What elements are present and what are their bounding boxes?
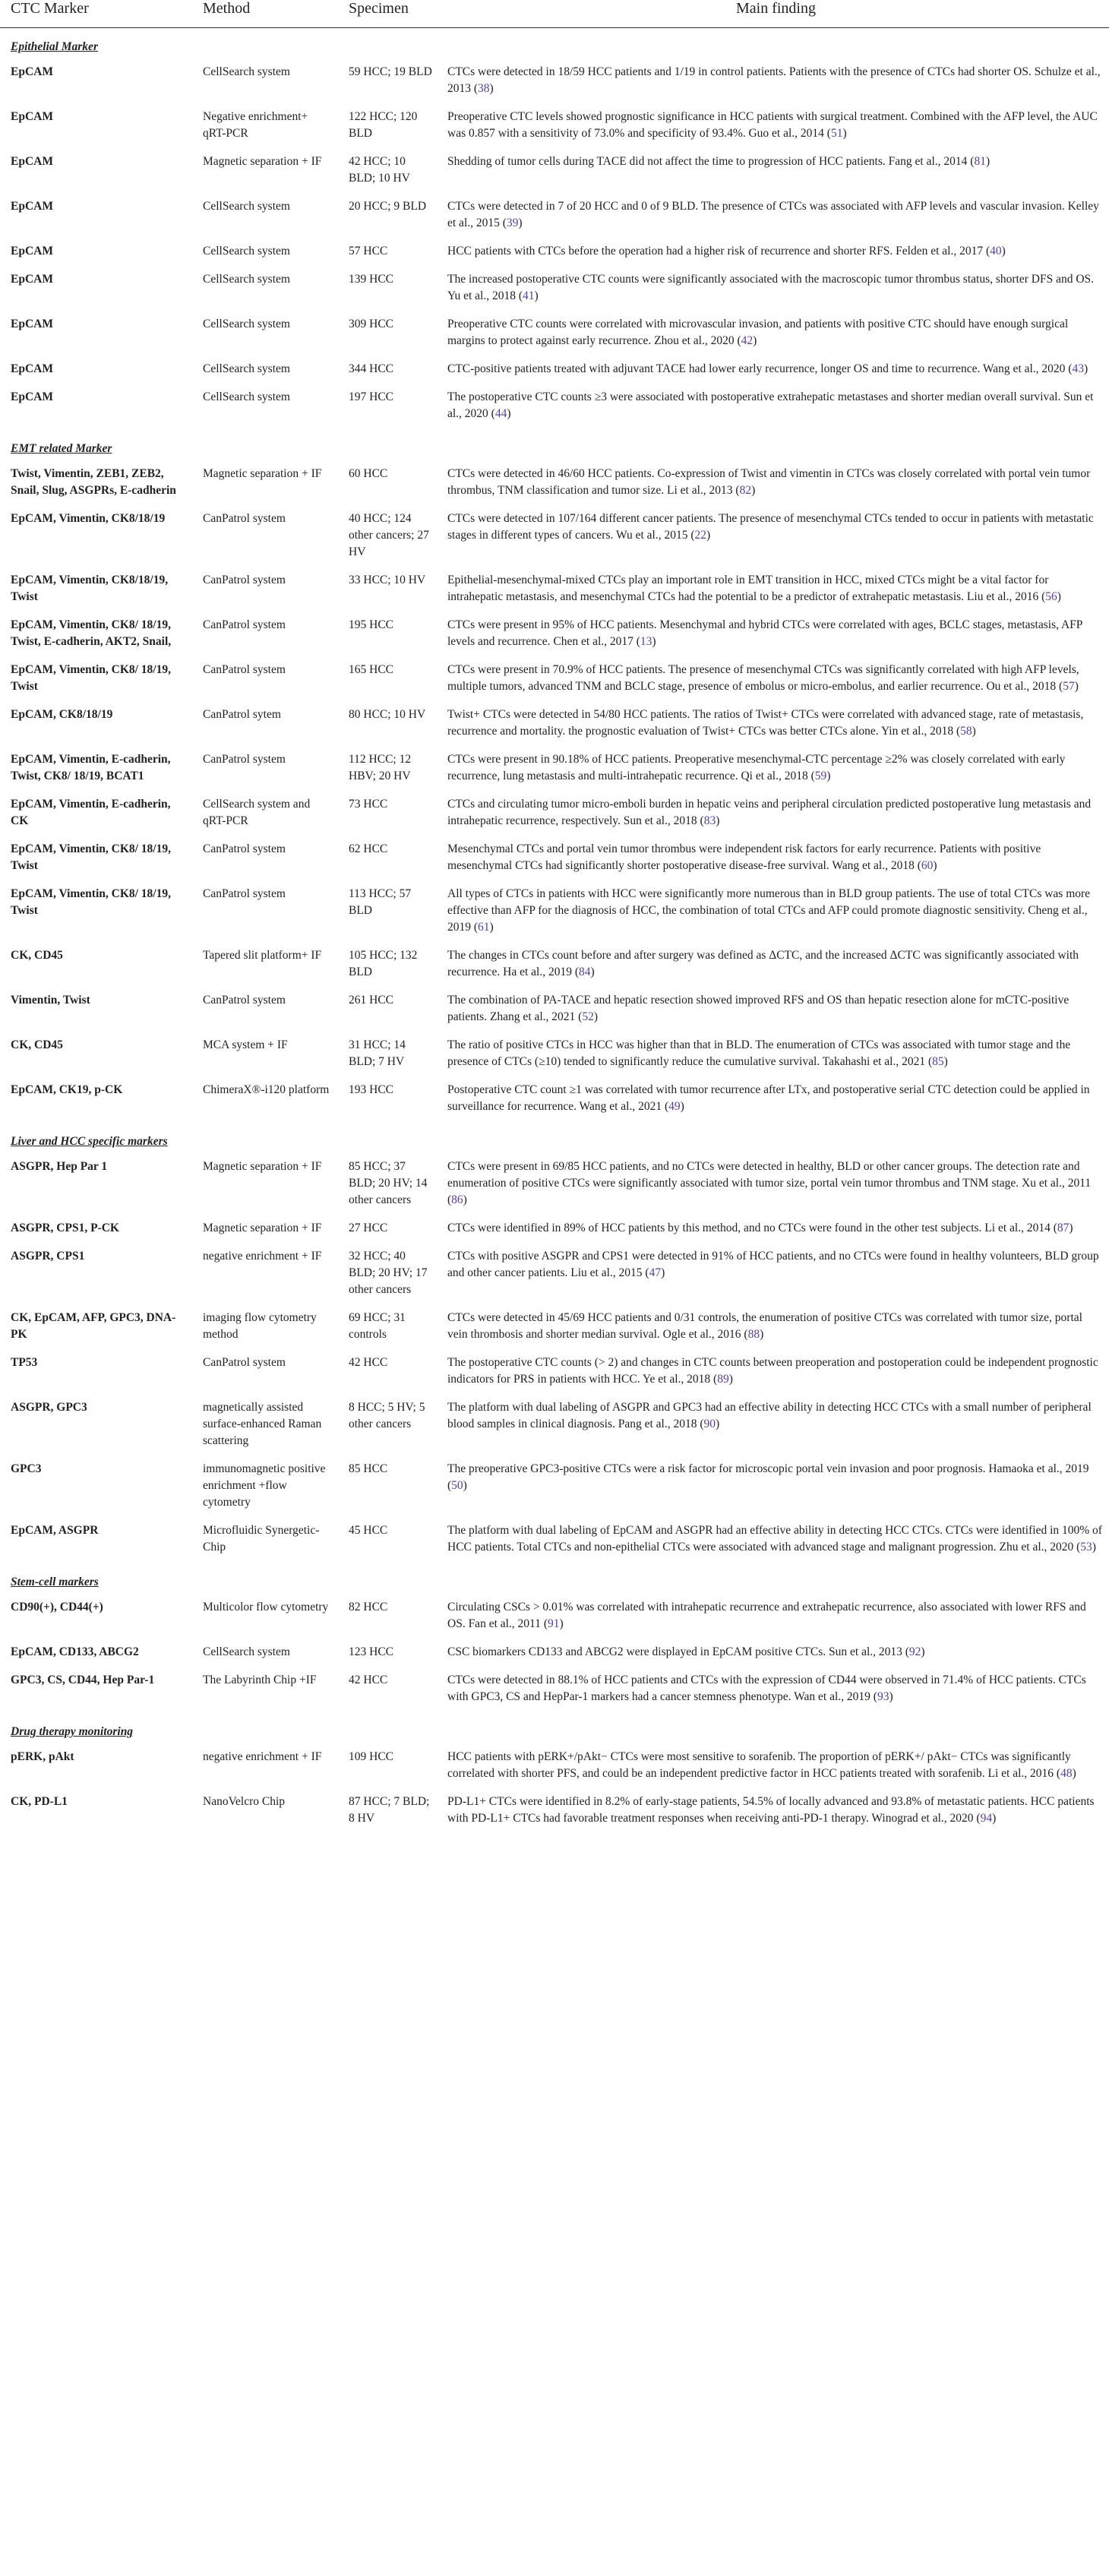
reference-link[interactable]: 94: [980, 1812, 993, 1825]
finding-text: CTCs were identified in 89% of HCC patients by this method, and no CTCs were found in the other test subjects. Li et al., 2014 (: [447, 1222, 1057, 1234]
finding-text: Preoperative CTC levels showed prognostic significance in HCC patients with surgical treatment. Combined with the AFP level, the AUC was 0.857 with a sensitivity of 73.0% and specificity of 93.4%. Guo et al., 2014 (: [447, 110, 1098, 140]
finding-text: CTCs were detected in 88.1% of HCC patients and CTCs with the expression of CD44 were observed in 71.4% of HCC patients. CTCs with GPC3, CS and HepPar-1 markers had a cancer stemness phenotype. Wan et al., 2019 (: [447, 1674, 1086, 1703]
marker-cell: GPC3, CS, CD44, Hep Par-1: [11, 1674, 155, 1686]
reference-link[interactable]: 58: [960, 725, 972, 738]
table-row: [0, 1216, 1109, 1244]
table-row: [0, 748, 1109, 792]
finding-cell: The ratio of positive CTCs in HCC was higher than that in BLD. The enumeration of CTCs was associated with tumor stage and the presence of CTCs (≥10) tended to significantly reduce the cumulative survival. Takahashi et al., 2021 (85): [447, 1038, 1071, 1068]
specimen-cell: 27 HCC: [349, 1222, 388, 1234]
finding-cell: Preoperative CTC levels showed prognostic significance in HCC patients with surgical treatment. Combined with the AFP level, the AUC was 0.857 with a sensitivity of 73.0% and specificity of 93.4%. Guo et al., 2014 (51): [447, 110, 1098, 140]
table-row: [0, 1457, 1109, 1519]
table-row: [0, 507, 1109, 568]
marker-cell: EpCAM, Vimentin, CK8/ 18/19, Twist: [11, 842, 171, 872]
table-row: [0, 1155, 1109, 1216]
finding-text: CTCs were detected in 46/60 HCC patients. Co-expression of Twist and vimentin in CTCs was closely correlated with portal vein tumor thrombus, TNM classification and tumor size. Li et al., 2013 (: [447, 467, 1091, 497]
marker-cell: CK, PD-L1: [11, 1795, 68, 1808]
finding-cell: Twist+ CTCs were detected in 54/80 HCC patients. The ratios of Twist+ CTCs were correlated with advanced stage, rate of metastasis, recurrence and mortality. the prognostic evaluation of Twist+ CTCs was better CTCs alone. Yin et al., 2018 (58): [447, 708, 1084, 738]
marker-cell: EpCAM: [11, 155, 53, 168]
marker-cell: EpCAM, Vimentin, CK8/18/19, Twist: [11, 574, 169, 603]
reference-link[interactable]: 93: [877, 1690, 889, 1703]
finding-cell: The postoperative CTC counts (> 2) and changes in CTC counts between preoperation and postoperation could be independent prognostic indicators for PRS in patients with HCC. Ye et al., 2018 (89): [447, 1356, 1098, 1386]
reference-link[interactable]: 89: [717, 1373, 729, 1386]
specimen-cell: 113 HCC; 57 BLD: [349, 887, 412, 917]
method-cell: Multicolor flow cytometry: [203, 1601, 329, 1614]
finding-text: CTCs were detected in 7 of 20 HCC and 0 of 9 BLD. The presence of CTCs was associated with AFP levels and vascular invasion. Kelley et al., 2015 (: [447, 200, 1099, 229]
table-row: [0, 150, 1109, 194]
specimen-cell: 20 HCC; 9 BLD: [349, 200, 427, 213]
marker-cell: CK, EpCAM, AFP, GPC3, DNA-PK: [11, 1311, 176, 1341]
method-cell: immunomagnetic positive enrichment +flow cytometry: [203, 1462, 326, 1509]
reference-link[interactable]: 87: [1057, 1222, 1070, 1234]
specimen-cell: 85 HCC: [349, 1462, 388, 1475]
reference-link[interactable]: 49: [668, 1100, 681, 1113]
method-cell: CellSearch system: [203, 362, 290, 375]
method-cell: CanPatrol sytem: [203, 708, 281, 721]
finding-text: Preoperative CTC counts were correlated with microvascular invasion, and patients with positive CTC should have enough surgical margins to protect against early recurrence. Zhou et al., 2020 (: [447, 318, 1069, 347]
finding-text: The postoperative CTC counts ≥3 were associated with postoperative extrahepatic metastases and shorter median overall survival. Sun et al., 2020 (: [447, 390, 1094, 420]
reference-link[interactable]: 50: [451, 1479, 463, 1492]
finding-cell: Shedding of tumor cells during TACE did not affect the time to progression of HCC patients. Fang et al., 2014 (81): [447, 155, 991, 168]
finding-text: CTCs and circulating tumor micro-emboli burden in hepatic veins and peripheral circulation predicted postoperative lung metastasis and intrahepatic recurrence, respectively. Sun et al., 2018 (: [447, 798, 1092, 827]
method-cell: MCA system + IF: [203, 1038, 288, 1051]
finding-cell: PD-L1+ CTCs were identified in 8.2% of early-stage patients, 54.5% of locally advanced and 93.8% of metastatic patients. HCC patients with PD-L1+ CTCs had favorable treatment responses when receiving anti-PD-1 therapy. Winograd et al., 2020 (94): [447, 1795, 1095, 1825]
finding-cell: CTCs were detected in 46/60 HCC patients. Co-expression of Twist and vimentin in CTCs was closely correlated with portal vein tumor thrombus, TNM classification and tumor size. Li et al., 2013 (82): [447, 467, 1091, 497]
finding-cell: The platform with dual labeling of ASGPR and GPC3 had an effective ability in detecting HCC CTCs with a small number of peripheral blood samples in clinical diagnosis. Pang et al., 2018 (90): [447, 1401, 1092, 1430]
header-method: Method: [192, 0, 338, 28]
method-cell: CellSearch system and qRT-PCR: [203, 798, 311, 827]
finding-cell: All types of CTCs in patients with HCC were significantly more numerous than in BLD group patients. The use of total CTCs was more effective than AFP for the diagnosis of HCC, the combination of total CTCs and AFP could promote diagnostic sensitivity. Cheng et al., 2019 (61): [447, 887, 1091, 934]
section-title: Drug therapy monitoring: [11, 1725, 134, 1738]
method-cell: CellSearch system: [203, 390, 290, 403]
finding-text: CTCs were detected in 45/69 HCC patients and 0/31 controls, the enumeration of positive CTCs was correlated with tumor size, portal vein thrombosis and shorter median survival. Ogle et al., 2016 (: [447, 1311, 1082, 1341]
table-row: [0, 1078, 1109, 1123]
table-row: [0, 568, 1109, 613]
marker-cell: EpCAM, Vimentin, E-cadherin, Twist, CK8/ 18/19, BCAT1: [11, 753, 171, 782]
finding-cell: CTCs with positive ASGPR and CPS1 were detected in 91% of HCC patients, and no CTCs were found in healthy volunteers, BLD group and other cancer patients. Liu et al., 2015 (47): [447, 1250, 1099, 1279]
marker-cell: EpCAM: [11, 200, 53, 213]
marker-cell: CK, CD45: [11, 949, 63, 962]
finding-text: Mesenchymal CTCs and portal vein tumor thrombus were independent risk factors for early recurrence. Patients with positive mesenchymal CTCs had significantly shorter postoperative disease-free survival. Wang et al., 2018 (: [447, 842, 1041, 872]
specimen-cell: 197 HCC: [349, 390, 393, 403]
specimen-cell: 33 HCC; 10 HV: [349, 574, 426, 586]
specimen-cell: 193 HCC: [349, 1083, 393, 1096]
method-cell: CanPatrol system: [203, 618, 286, 631]
method-cell: CanPatrol system: [203, 842, 286, 855]
marker-cell: ASGPR, CPS1: [11, 1250, 85, 1263]
marker-cell: Twist, Vimentin, ZEB1, ZEB2, Snail, Slug, ASGPRs, E-cadherin: [11, 467, 176, 497]
finding-cell: Circulating CSCs > 0.01% was correlated with intrahepatic recurrence and extrahepatic recurrence, also associated with lower RFS and OS. Fan et al., 2011 (91): [447, 1601, 1086, 1630]
header-specimen: Specimen: [338, 0, 437, 28]
table-row: [0, 1306, 1109, 1351]
specimen-cell: 309 HCC: [349, 318, 393, 330]
finding-text: HCC patients with pERK+/pAkt− CTCs were most sensitive to sorafenib. The proportion of pERK+/ pAkt− CTCs was significantly correlated with shorter PFS, and could be an independent predictive factor in HCC patients treated with sorafenib. Li et al., 2016 (: [447, 1750, 1071, 1780]
reference-link[interactable]: 91: [548, 1617, 560, 1630]
table-row: [0, 1351, 1109, 1395]
specimen-cell: 60 HCC: [349, 467, 388, 480]
finding-text: Postoperative CTC count ≥1 was correlated with tumor recurrence after LTx, and postoperative serial CTC detection could be applied in surveillance for recurrence. Wang et al., 2021 (: [447, 1083, 1090, 1113]
finding-cell: The platform with dual labeling of EpCAM and ASGPR had an effective ability in detecting HCC CTCs. CTCs were identified in 100% of HCC patients. Total CTCs and non-epithelial CTCs were associated with advanced stage and malignant progression. Zhu et al., 2020 (53): [447, 1524, 1102, 1554]
method-cell: CanPatrol system: [203, 512, 286, 525]
method-cell: CanPatrol system: [203, 574, 286, 586]
finding-text: The postoperative CTC counts (> 2) and changes in CTC counts between preoperation and postoperation could be independent prognostic indicators for PRS in patients with HCC. Ye et al., 2018 (: [447, 1356, 1098, 1386]
finding-cell: CTCs were present in 70.9% of HCC patients. The presence of mesenchymal CTCs was significantly correlated with high AFP levels, multiple tumors, advanced TNM and BCLC stage, presence of embolus or micro-embolus, and earlier recurrence. Ou et al., 2018 (57): [447, 663, 1079, 693]
reference-link[interactable]: 44: [494, 407, 507, 420]
method-cell: CanPatrol system: [203, 1356, 286, 1369]
marker-cell: EpCAM, ASGPR: [11, 1524, 99, 1537]
table-row: [0, 105, 1109, 150]
specimen-cell: 57 HCC: [349, 245, 388, 258]
finding-cell: CTCs were detected in 107/164 different cancer patients. The presence of mesenchymal CTCs tended to occur in patients with metastatic stages in different types of cancers. Wu et al., 2015 (22): [447, 512, 1094, 542]
method-cell: CanPatrol system: [203, 887, 286, 900]
specimen-cell: 195 HCC: [349, 618, 393, 631]
finding-text: CTCs were detected in 18/59 HCC patients and 1/19 in control patients. Patients with the presence of CTCs had shorter OS. Schulze et al., 2013 (: [447, 65, 1101, 95]
reference-link[interactable]: 48: [1060, 1767, 1073, 1780]
finding-text: CTCs were present in 70.9% of HCC patients. The presence of mesenchymal CTCs was significantly correlated with high AFP levels, multiple tumors, advanced TNM and BCLC stage, presence of embolus or micro-embolus, and earlier recurrence. Ou et al., 2018 (: [447, 663, 1079, 693]
finding-text: HCC patients with CTCs before the operation had a higher risk of recurrence and shorter RFS. Felden et al., 2017 (: [447, 245, 991, 258]
method-cell: CanPatrol system: [203, 994, 286, 1007]
specimen-cell: 85 HCC; 37 BLD; 20 HV; 14 other cancers: [349, 1160, 428, 1206]
reference-link[interactable]: 88: [747, 1328, 760, 1341]
finding-cell: The increased postoperative CTC counts were significantly associated with the macroscopic tumor thrombus status, shorter DFS and OS. Yu et al., 2018 (41): [447, 273, 1095, 302]
marker-cell: EpCAM, Vimentin, CK8/ 18/19, Twist, E-cadherin, AKT2, Snail,: [11, 618, 172, 648]
table-row: [0, 882, 1109, 943]
table-row: [0, 239, 1109, 267]
marker-cell: EpCAM: [11, 362, 53, 375]
header-row: [0, 0, 1109, 28]
table-body: [0, 28, 1109, 1835]
finding-text: Shedding of tumor cells during TACE did not affect the time to progression of HCC patients. Fang et al., 2014 (: [447, 155, 975, 168]
finding-text: The preoperative GPC3-positive CTCs were a risk factor for microscopic portal vein invasion and poor prognosis. Hamaoka et al., 2019 (: [447, 1462, 1089, 1492]
method-cell: negative enrichment + IF: [203, 1250, 322, 1263]
finding-text: The changes in CTCs count before and after surgery was defined as ΔCTC, and the increased ΔCTC was significantly associated with recurrence. Ha et al., 2019 (: [447, 949, 1079, 978]
method-cell: CellSearch system: [203, 1645, 290, 1658]
header-finding: Main finding: [437, 0, 1109, 28]
method-cell: Tapered slit platform+ IF: [203, 949, 322, 962]
specimen-cell: 87 HCC; 7 BLD; 8 HV: [349, 1795, 430, 1825]
specimen-cell: 42 HCC; 10 BLD; 10 HV: [349, 155, 410, 185]
reference-link[interactable]: 40: [990, 245, 1002, 258]
finding-cell: CTCs were detected in 45/69 HCC patients and 0/31 controls, the enumeration of positive CTCs was correlated with tumor size, portal vein thrombosis and shorter median survival. Ogle et al., 2016 (88): [447, 1311, 1082, 1341]
reference-link[interactable]: 61: [478, 921, 490, 934]
finding-text: CSC biomarkers CD133 and ABCG2 were displayed in EpCAM positive CTCs. Sun et al., 2013 (: [447, 1645, 909, 1658]
finding-cell: Preoperative CTC counts were correlated with microvascular invasion, and patients with positive CTC should have enough surgical margins to protect against early recurrence. Zhou et al., 2020 (42): [447, 318, 1069, 347]
table-row: [0, 1745, 1109, 1790]
table-row: [0, 703, 1109, 748]
reference-link[interactable]: 82: [739, 484, 752, 497]
table-row: [0, 194, 1109, 239]
reference-link[interactable]: 38: [478, 82, 490, 95]
marker-cell: EpCAM: [11, 273, 53, 286]
table-row: [0, 267, 1109, 312]
finding-text: All types of CTCs in patients with HCC were significantly more numerous than in BLD group patients. The use of total CTCs was more effective than AFP for the diagnosis of HCC, the combination of total CTCs and AFP could promote diagnostic sensitivity. Cheng et al., 2019 (: [447, 887, 1091, 934]
table-header: [0, 0, 1109, 28]
marker-cell: CD90(+), CD44(+): [11, 1601, 103, 1614]
table-row: [0, 1640, 1109, 1668]
table-row: [0, 312, 1109, 357]
specimen-cell: 139 HCC: [349, 273, 393, 286]
finding-cell: CTCs were detected in 7 of 20 HCC and 0 of 9 BLD. The presence of CTCs was associated with AFP levels and vascular invasion. Kelley et al., 2015 (39): [447, 200, 1099, 229]
finding-text: CTC-positive patients treated with adjuvant TACE had lower early recurrence, longer OS and time to recurrence. Wang et al., 2020 (: [447, 362, 1073, 375]
finding-cell: HCC patients with pERK+/pAkt− CTCs were most sensitive to sorafenib. The proportion of pERK+/ pAkt− CTCs was significantly correlated with shorter PFS, and could be an independent predictive factor in HCC patients treated with sorafenib. Li et al., 2016 (48): [447, 1750, 1076, 1780]
marker-cell: EpCAM: [11, 390, 53, 403]
marker-cell: ASGPR, CPS1, P-CK: [11, 1222, 119, 1234]
section-title: Epithelial Marker: [11, 40, 98, 53]
method-cell: ChimeraX®-i120 platform: [203, 1083, 330, 1096]
specimen-cell: 80 HCC; 10 HV: [349, 708, 426, 721]
method-cell: Magnetic separation + IF: [203, 467, 322, 480]
method-cell: CellSearch system: [203, 65, 290, 78]
finding-text: The increased postoperative CTC counts were significantly associated with the macroscopic tumor thrombus status, shorter DFS and OS. Yu et al., 2018 (: [447, 273, 1095, 302]
reference-link[interactable]: 84: [579, 966, 591, 978]
section-heading-row: [0, 1563, 1109, 1595]
reference-link[interactable]: 83: [703, 814, 716, 827]
reference-link[interactable]: 42: [741, 334, 754, 347]
method-cell: NanoVelcro Chip: [203, 1795, 286, 1808]
finding-cell: HCC patients with CTCs before the operation had a higher risk of recurrence and shorter RFS. Felden et al., 2017 (40): [447, 245, 1006, 258]
method-cell: Microfluidic Synergetic-Chip: [203, 1524, 320, 1554]
reference-link[interactable]: 86: [451, 1193, 463, 1206]
specimen-cell: 112 HCC; 12 HBV; 20 HV: [349, 753, 412, 782]
marker-cell: TP53: [11, 1356, 38, 1369]
marker-cell: EpCAM, Vimentin, CK8/ 18/19, Twist: [11, 663, 171, 693]
finding-text: Epithelial-mesenchymal-mixed CTCs play an important role in EMT transition in HCC, mixed CTCs might be a vital factor for intrahepatic metastasis, and mesenchymal CTCs had the potential to be a predictor of extrahepatic metastasis. Liu et al., 2016 (: [447, 574, 1049, 603]
specimen-cell: 59 HCC; 19 BLD: [349, 65, 432, 78]
marker-cell: pERK, pAkt: [11, 1750, 74, 1763]
finding-cell: CTCs and circulating tumor micro-emboli burden in hepatic veins and peripheral circulation predicted postoperative lung metastasis and intrahepatic recurrence, respectively. Sun et al., 2018 (83): [447, 798, 1092, 827]
marker-cell: EpCAM: [11, 65, 53, 78]
method-cell: CanPatrol system: [203, 663, 286, 676]
finding-cell: CTCs were present in 69/85 HCC patients, and no CTCs were detected in healthy, BLD or other cancer groups. The detection rate and enumeration of positive CTCs were significantly associated with tumor size, portal vein tumor thrombus and TNM stage. Xu et al., 2011 (86): [447, 1160, 1092, 1206]
finding-text: CTCs were detected in 107/164 different cancer patients. The presence of mesenchymal CTCs tended to occur in patients with metastatic stages in different types of cancers. Wu et al., 2015 (: [447, 512, 1094, 542]
table-row: [0, 658, 1109, 703]
specimen-cell: 42 HCC: [349, 1674, 388, 1686]
finding-text: Circulating CSCs > 0.01% was correlated with intrahepatic recurrence and extrahepatic recurrence, also associated with lower RFS and OS. Fan et al., 2011 (: [447, 1601, 1086, 1630]
method-cell: CellSearch system: [203, 200, 290, 213]
finding-text: CTCs were present in 69/85 HCC patients, and no CTCs were detected in healthy, BLD or other cancer groups. The detection rate and enumeration of positive CTCs were significantly associated with tumor size, portal vein tumor thrombus and TNM stage. Xu et al., 2011 (: [447, 1160, 1092, 1206]
table-row: [0, 1519, 1109, 1563]
specimen-cell: 261 HCC: [349, 994, 393, 1007]
method-cell: Magnetic separation + IF: [203, 1222, 322, 1234]
specimen-cell: 344 HCC: [349, 362, 393, 375]
table-row: [0, 988, 1109, 1033]
finding-cell: CTCs were detected in 18/59 HCC patients and 1/19 in control patients. Patients with the presence of CTCs had shorter OS. Schulze et al., 2013 (38): [447, 65, 1101, 95]
specimen-cell: 73 HCC: [349, 798, 388, 811]
specimen-cell: 82 HCC: [349, 1601, 388, 1614]
finding-cell: The postoperative CTC counts ≥3 were associated with postoperative extrahepatic metastases and shorter median overall survival. Sun et al., 2020 (44): [447, 390, 1094, 420]
specimen-cell: 31 HCC; 14 BLD; 7 HV: [349, 1038, 406, 1068]
table-row: [0, 385, 1109, 430]
reference-link[interactable]: 81: [974, 155, 986, 168]
finding-cell: The combination of PA-TACE and hepatic resection showed improved RFS and OS than hepatic resection alone for mCTC-positive patients. Zhang et al., 2021 (52): [447, 994, 1070, 1023]
finding-cell: Mesenchymal CTCs and portal vein tumor thrombus were independent risk factors for early recurrence. Patients with positive mesenchymal CTCs had significantly shorter postoperative disease-free survival. Wang et al., 2018 (60): [447, 842, 1041, 872]
finding-text: CTCs were present in 90.18% of HCC patients. Preoperative mesenchymal-CTC percentage ≥2% was closely correlated with early recurrence, lung metastasis and multi-intrahepatic recurrence. Qi et al., 2018 (: [447, 753, 1066, 782]
method-cell: Magnetic separation + IF: [203, 1160, 322, 1173]
marker-cell: EpCAM: [11, 110, 53, 123]
table-row: [0, 60, 1109, 105]
specimen-cell: 40 HCC; 124 other cancers; 27 HV: [349, 512, 429, 558]
table-row: [0, 462, 1109, 507]
table-row: [0, 943, 1109, 988]
specimen-cell: 62 HCC: [349, 842, 388, 855]
table-row: [0, 1244, 1109, 1306]
specimen-cell: 165 HCC: [349, 663, 393, 676]
marker-cell: GPC3: [11, 1462, 42, 1475]
finding-text: CTCs were present in 95% of HCC patients. Mesenchymal and hybrid CTCs were correlated with ages, BCLC stages, metastasis, AFP levels and recurrence. Chen et al., 2017 (: [447, 618, 1082, 648]
section-title: Stem-cell markers: [11, 1576, 99, 1588]
marker-cell: EpCAM, Vimentin, E-cadherin, CK: [11, 798, 171, 827]
table-row: [0, 1668, 1109, 1713]
reference-link[interactable]: 52: [582, 1010, 594, 1023]
marker-cell: CK, CD45: [11, 1038, 63, 1051]
specimen-cell: 8 HCC; 5 HV; 5 other cancers: [349, 1401, 425, 1430]
specimen-cell: 42 HCC: [349, 1356, 388, 1369]
finding-cell: CSC biomarkers CD133 and ABCG2 were displayed in EpCAM positive CTCs. Sun et al., 2013 (92): [447, 1645, 925, 1658]
table-row: [0, 1790, 1109, 1835]
specimen-cell: 123 HCC: [349, 1645, 393, 1658]
marker-cell: EpCAM, CK19, p-CK: [11, 1083, 123, 1096]
method-cell: Negative enrichment+ qRT-PCR: [203, 110, 308, 140]
finding-text: Twist+ CTCs were detected in 54/80 HCC patients. The ratios of Twist+ CTCs were correlated with advanced stage, rate of metastasis, recurrence and mortality. the prognostic evaluation of Twist+ CTCs was better CTCs alone. Yin et al., 2018 (: [447, 708, 1084, 738]
table-row: [0, 792, 1109, 837]
specimen-cell: 105 HCC; 132 BLD: [349, 949, 418, 978]
section-title: Liver and HCC specific markers: [11, 1135, 168, 1148]
table-row: [0, 1595, 1109, 1640]
section-heading-row: [0, 1123, 1109, 1155]
finding-cell: CTCs were present in 90.18% of HCC patients. Preoperative mesenchymal-CTC percentage ≥2% was closely correlated with early recurrence, lung metastasis and multi-intrahepatic recurrence. Qi et al., 2018 (59): [447, 753, 1066, 782]
table-row: [0, 837, 1109, 882]
reference-link[interactable]: 39: [506, 217, 519, 229]
method-cell: magnetically assisted surface-enhanced Raman scattering: [203, 1401, 322, 1447]
method-cell: negative enrichment + IF: [203, 1750, 322, 1763]
reference-link[interactable]: 59: [814, 770, 827, 782]
finding-cell: Postoperative CTC count ≥1 was correlated with tumor recurrence after LTx, and postoperative serial CTC detection could be applied in surveillance for recurrence. Wang et al., 2021 (49): [447, 1083, 1090, 1113]
reference-link[interactable]: 53: [1080, 1541, 1092, 1554]
finding-text: The ratio of positive CTCs in HCC was higher than that in BLD. The enumeration of CTCs was associated with tumor stage and the presence of CTCs (≥10) tended to significantly reduce the cumulative survival. Takahashi et al., 2021 (: [447, 1038, 1071, 1068]
method-cell: Magnetic separation + IF: [203, 155, 322, 168]
marker-cell: EpCAM: [11, 245, 53, 258]
finding-cell: CTCs were detected in 88.1% of HCC patients and CTCs with the expression of CD44 were observed in 71.4% of HCC patients. CTCs with GPC3, CS and HepPar-1 markers had a cancer stemness phenotype. Wan et al., 2019 (93): [447, 1674, 1086, 1703]
section-title: EMT related Marker: [11, 442, 112, 455]
marker-cell: ASGPR, GPC3: [11, 1401, 87, 1414]
table-row: [0, 357, 1109, 385]
marker-cell: Vimentin, Twist: [11, 994, 90, 1007]
reference-link[interactable]: 90: [703, 1418, 716, 1430]
reference-link[interactable]: 47: [649, 1266, 662, 1279]
method-cell: imaging flow cytometry method: [203, 1311, 317, 1341]
finding-cell: Epithelial-mesenchymal-mixed CTCs play an important role in EMT transition in HCC, mixed CTCs might be a vital factor for intrahepatic metastasis, and mesenchymal CTCs had the potential to be a predictor of extrahepatic metastasis. Liu et al., 2016 (56): [447, 574, 1061, 603]
reference-link[interactable]: 51: [830, 127, 843, 140]
table-row: [0, 1395, 1109, 1457]
section-heading-row: [0, 430, 1109, 462]
reference-link[interactable]: 22: [694, 529, 706, 542]
finding-cell: The changes in CTCs count before and after surgery was defined as ΔCTC, and the increased ΔCTC was significantly associated with recurrence. Ha et al., 2019 (84): [447, 949, 1079, 978]
specimen-cell: 69 HCC; 31 controls: [349, 1311, 406, 1341]
reference-link[interactable]: 60: [921, 859, 934, 872]
method-cell: The Labyrinth Chip +IF: [203, 1674, 317, 1686]
marker-cell: EpCAM, CD133, ABCG2: [11, 1645, 139, 1658]
method-cell: CanPatrol system: [203, 753, 286, 766]
specimen-cell: 109 HCC: [349, 1750, 393, 1763]
specimen-cell: 122 HCC; 120 BLD: [349, 110, 418, 140]
method-cell: CellSearch system: [203, 245, 290, 258]
finding-text: The combination of PA-TACE and hepatic resection showed improved RFS and OS than hepatic resection alone for mCTC-positive patients. Zhang et al., 2021 (: [447, 994, 1070, 1023]
marker-cell: EpCAM: [11, 318, 53, 330]
table-row: [0, 613, 1109, 658]
finding-text: The platform with dual labeling of ASGPR and GPC3 had an effective ability in detecting HCC CTCs with a small number of peripheral blood samples in clinical diagnosis. Pang et al., 2018 (: [447, 1401, 1092, 1430]
finding-cell: CTCs were present in 95% of HCC patients. Mesenchymal and hybrid CTCs were correlated with ages, BCLC stages, metastasis, AFP levels and recurrence. Chen et al., 2017 (13): [447, 618, 1082, 648]
specimen-cell: 45 HCC: [349, 1524, 388, 1537]
section-heading-row: [0, 28, 1109, 61]
reference-link[interactable]: 57: [1063, 680, 1075, 693]
table-row: [0, 1033, 1109, 1078]
method-cell: CellSearch system: [203, 273, 290, 286]
marker-cell: EpCAM, CK8/18/19: [11, 708, 113, 721]
reference-link[interactable]: 92: [908, 1645, 921, 1658]
reference-link[interactable]: 85: [932, 1055, 944, 1068]
finding-text: CTCs with positive ASGPR and CPS1 were detected in 91% of HCC patients, and no CTCs were found in healthy volunteers, BLD group and other cancer patients. Liu et al., 2015 (: [447, 1250, 1099, 1279]
header-marker: CTC Marker: [0, 0, 192, 28]
reference-link[interactable]: 13: [640, 635, 652, 648]
finding-cell: CTC-positive patients treated with adjuvant TACE had lower early recurrence, longer OS and time to recurrence. Wang et al., 2020 (43): [447, 362, 1088, 375]
reference-link[interactable]: 56: [1045, 590, 1057, 603]
marker-cell: ASGPR, Hep Par 1: [11, 1160, 108, 1173]
marker-cell: EpCAM, Vimentin, CK8/18/19: [11, 512, 166, 525]
finding-cell: The preoperative GPC3-positive CTCs were a risk factor for microscopic portal vein invasion and poor prognosis. Hamaoka et al., 2019 (50): [447, 1462, 1089, 1492]
section-heading-row: [0, 1713, 1109, 1745]
reference-link[interactable]: 43: [1072, 362, 1084, 375]
marker-cell: EpCAM, Vimentin, CK8/ 18/19, Twist: [11, 887, 171, 917]
reference-link[interactable]: 41: [523, 289, 535, 302]
specimen-cell: 32 HCC; 40 BLD; 20 HV; 17 other cancers: [349, 1250, 428, 1296]
finding-text: The platform with dual labeling of EpCAM and ASGPR had an effective ability in detecting HCC CTCs. CTCs were identified in 100% of HCC patients. Total CTCs and non-epithelial CTCs were associated with advanced stage and malignant progression. Zhu et al., 2020 (: [447, 1524, 1102, 1554]
method-cell: CellSearch system: [203, 318, 290, 330]
finding-cell: CTCs were identified in 89% of HCC patients by this method, and no CTCs were found in the other test subjects. Li et al., 2014 (87): [447, 1222, 1073, 1234]
finding-text: PD-L1+ CTCs were identified in 8.2% of early-stage patients, 54.5% of locally advanced and 93.8% of metastatic patients. HCC patients with PD-L1+ CTCs had favorable treatment responses when receiving anti-PD-1 therapy. Winograd et al., 2020 (: [447, 1795, 1095, 1825]
